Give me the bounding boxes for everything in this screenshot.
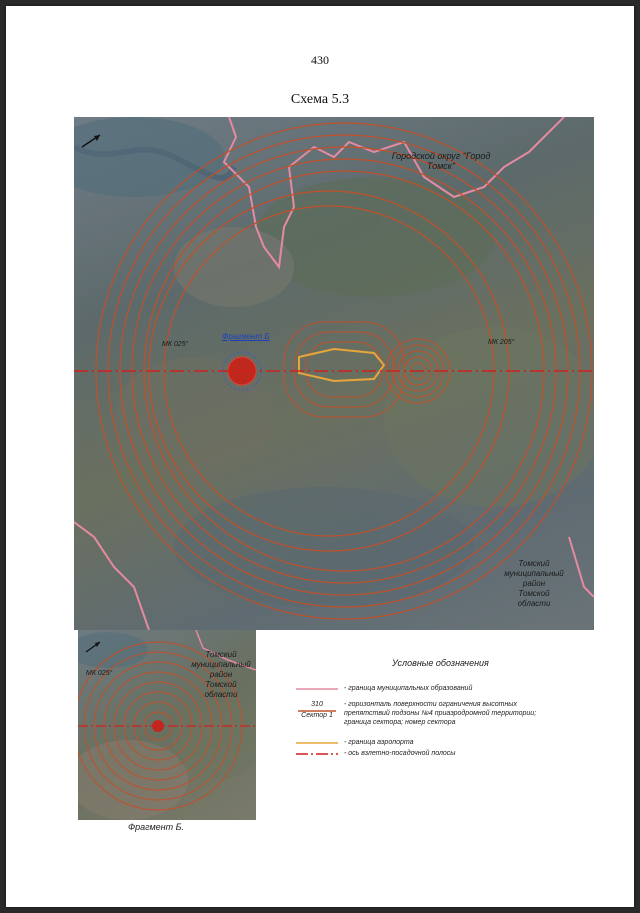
scheme-title: Схема 5.3: [290, 92, 350, 107]
fragment-b-label: Фрагмент Б: [222, 332, 270, 341]
fragment-map: [78, 630, 256, 820]
legend-title: Условные обозначения: [392, 658, 489, 668]
airport-boundary: [299, 349, 384, 381]
main-map: [74, 117, 594, 630]
municipal-boundary-lower: [74, 522, 149, 630]
city-label: Городской округ "Город Томск": [391, 151, 491, 171]
fragment-caption: Фрагмент Б.: [128, 822, 184, 832]
mk-left-label: МК 025°: [162, 341, 189, 348]
fragment-mk-label: МК 025°: [86, 670, 113, 677]
main-map-drawing: [74, 117, 594, 630]
page-number: 430: [311, 53, 329, 67]
mk-right-label: МК 205°: [488, 339, 515, 346]
fragment-district-label: Томский муниципальный район Томской области: [191, 650, 251, 699]
district-label: Томский муниципальный район Томской области: [504, 559, 564, 608]
